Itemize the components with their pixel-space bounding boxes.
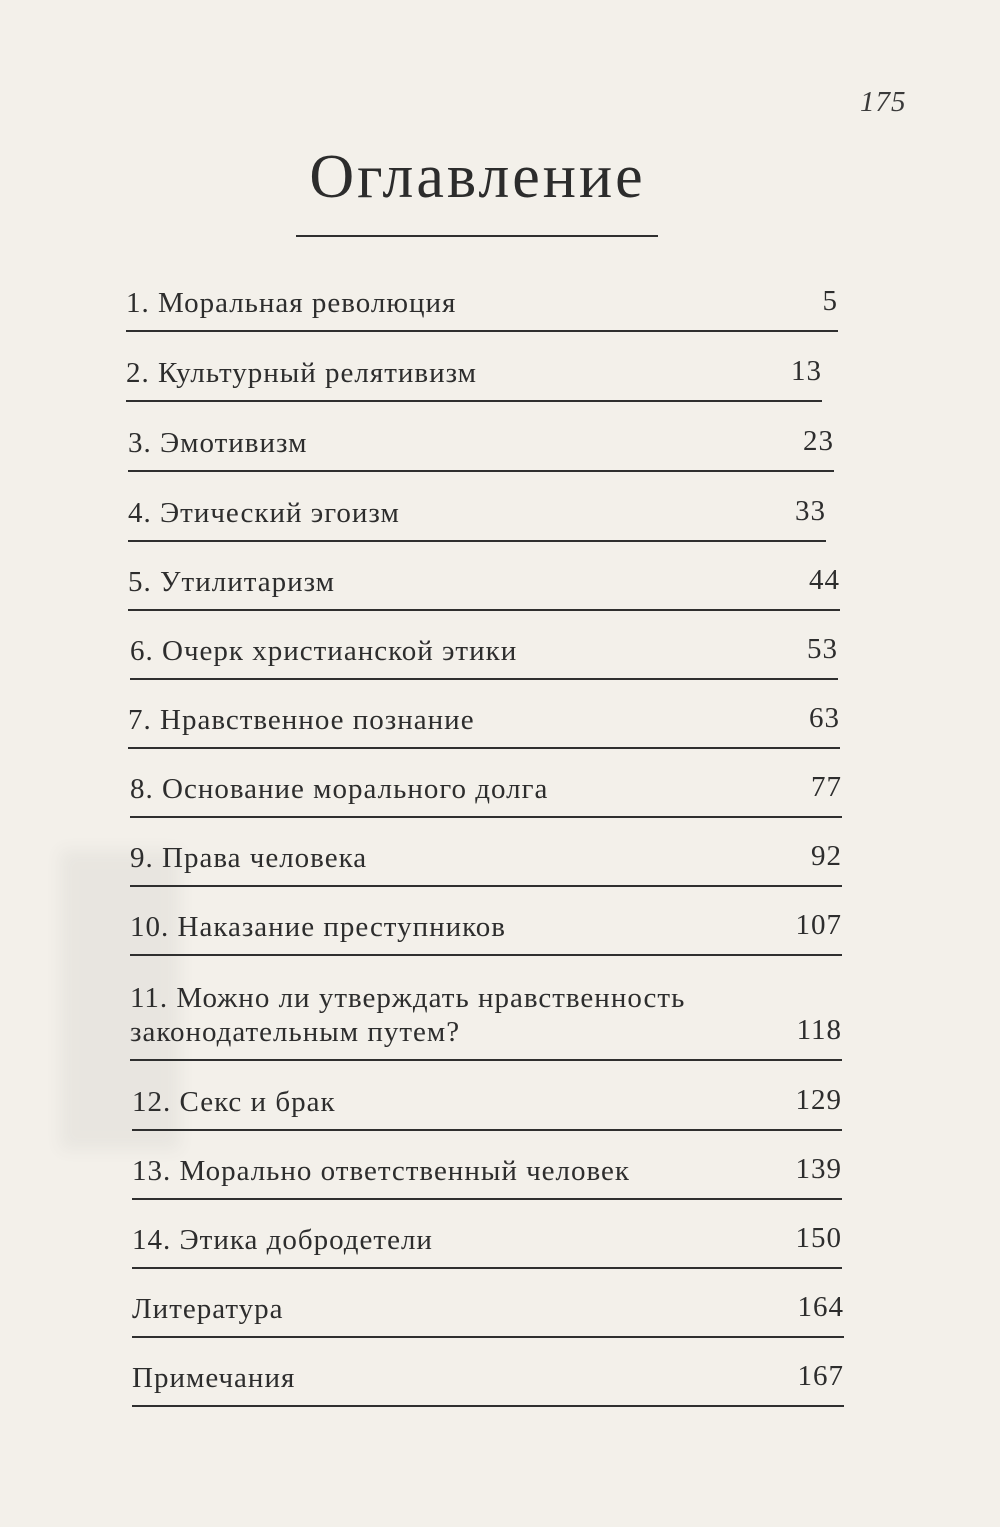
toc-entry-page: 63 xyxy=(809,702,840,734)
toc-entry-page: 5 xyxy=(822,285,838,317)
toc-entry[interactable] xyxy=(126,284,838,332)
toc-entry[interactable] xyxy=(130,770,842,818)
toc-entry-title: 1. Моральная революция xyxy=(126,287,457,319)
toc-entry-title: 6. Очерк христианской этики xyxy=(130,635,518,667)
toc-entry[interactable] xyxy=(130,839,842,887)
toc-entry-title: 5. Утилитаризм xyxy=(128,566,336,598)
toc-entry-title: 3. Эмотивизм xyxy=(128,427,308,459)
toc-entry[interactable] xyxy=(132,1359,844,1407)
toc-entry-page: 164 xyxy=(797,1291,844,1323)
toc-entry-page: 13 xyxy=(791,355,822,387)
toc-entry-title: Примечания xyxy=(132,1362,296,1394)
toc-entry-title: 7. Нравственное познание xyxy=(128,704,475,736)
toc-entry-page: 150 xyxy=(795,1222,842,1254)
toc-entry[interactable] xyxy=(130,632,838,680)
toc-entry-page: 23 xyxy=(803,425,834,457)
toc-entry-title: 12. Секс и брак xyxy=(132,1086,336,1118)
toc-entry[interactable] xyxy=(132,1290,844,1338)
toc-entry[interactable] xyxy=(132,1221,842,1269)
toc-entry-page: 167 xyxy=(797,1360,844,1392)
toc-entry-page: 77 xyxy=(811,771,842,803)
toc-entry-title: 8. Основание морального долга xyxy=(130,773,549,805)
toc-entry-page: 129 xyxy=(795,1084,842,1116)
toc-entry-page: 33 xyxy=(795,495,826,527)
toc-entry[interactable] xyxy=(128,424,834,472)
toc-entry[interactable] xyxy=(130,977,842,1061)
toc-entry-page: 92 xyxy=(811,840,842,872)
toc-entry-title: 2. Культурный релятивизм xyxy=(126,357,478,389)
toc-entry-title: 11. Можно ли утверждать нравственность законодательным путем? xyxy=(130,982,686,1048)
toc-entry[interactable] xyxy=(126,354,822,402)
toc-entry-title: 13. Морально ответственный человек xyxy=(132,1155,631,1187)
toc-entry-page: 139 xyxy=(795,1153,842,1185)
toc-entry-title: 10. Наказание преступников xyxy=(130,911,506,943)
toc-entry-title: 4. Этический эгоизм xyxy=(128,497,400,529)
toc-entry-page: 118 xyxy=(796,1014,842,1046)
page-title: Оглавление xyxy=(309,143,646,211)
toc-entry[interactable] xyxy=(128,701,840,749)
toc-entry-title: 14. Этика добродетели xyxy=(132,1224,433,1256)
toc-entry[interactable] xyxy=(132,1152,842,1200)
toc-entry[interactable] xyxy=(132,1083,842,1131)
toc-entry-page: 53 xyxy=(807,633,838,665)
toc-entry-page: 107 xyxy=(795,909,842,941)
toc-entry[interactable] xyxy=(128,563,840,611)
toc-entry[interactable] xyxy=(130,908,842,956)
toc-entry[interactable] xyxy=(128,494,826,542)
toc-entry-title: 9. Права человека xyxy=(130,842,368,874)
toc-entry-page: 44 xyxy=(809,564,840,596)
toc-entry-title: Литература xyxy=(132,1293,284,1325)
page-number: 175 xyxy=(860,86,907,118)
